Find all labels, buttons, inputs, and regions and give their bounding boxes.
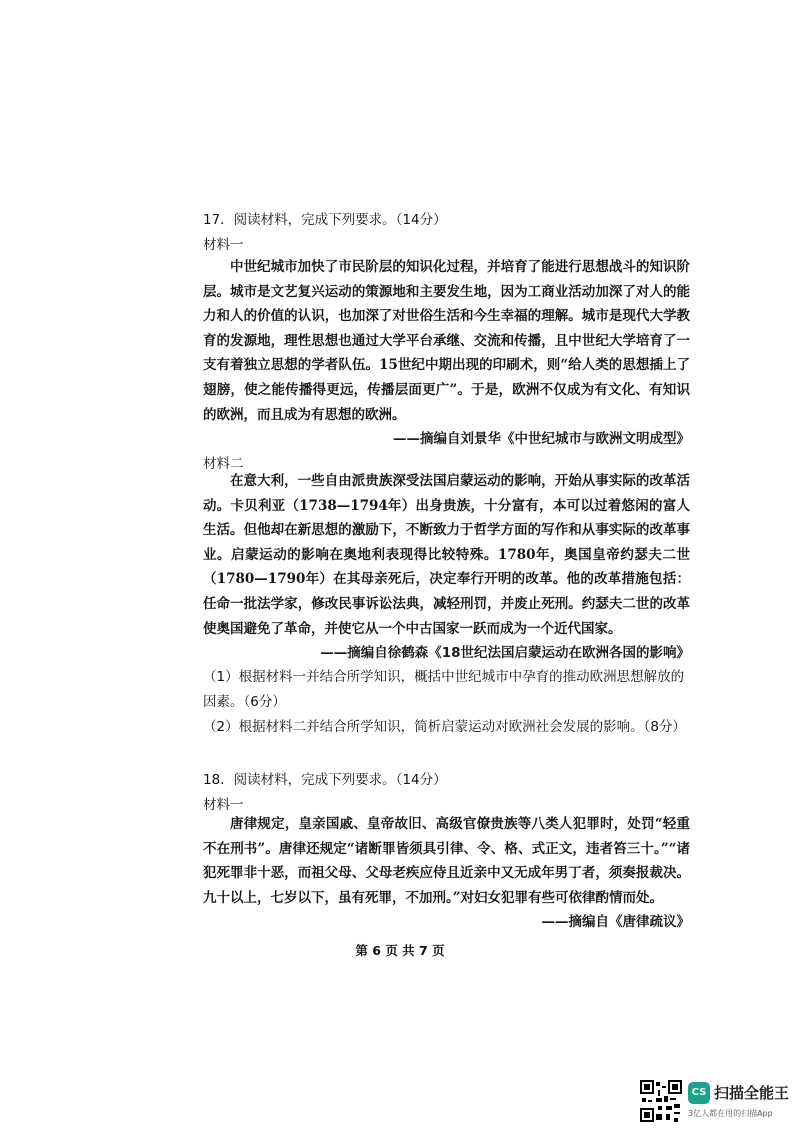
- q18-material1-text: 唐律规定，皇亲国戚、皇帝故旧、高级官僚贵族等八类人犯罪时，处罚“轻重不在刑书”。唐律还规定“诸断罪皆须具引律、令、格、式正文，违者笞三十。”“诸犯死罪非十恶，而祖父母、父母老疾应侍且近亲中又无成年男丁者，须奏报裁决。九十以上，七岁以下，虽有死罪，不加刑。”对妇女犯罪有些可依律酌情而处。: [203, 816, 690, 906]
- camscanner-logo: CS: [688, 1082, 710, 1104]
- q17-requirement-2: （2）根据材料二并结合所学知识，简析启蒙运动对欧洲社会发展的影响。（8分）: [203, 719, 686, 735]
- q18-material1-source: ——摘编自《唐律疏议》: [541, 914, 690, 930]
- q17-material1-source: ——摘编自刘景华《中世纪城市与欧洲文明成型》: [393, 431, 690, 447]
- q18-material1-label: 材料一: [203, 797, 244, 813]
- qr-code-icon: [640, 1080, 682, 1122]
- q17-material1-label: 材料一: [203, 237, 244, 253]
- q17-material1-text: 中世纪城市加快了市民阶层的知识化过程，并培育了能进行思想战斗的知识阶层。城市是文艺复兴运动的策源地和主要发生地，因为工商业活动加深了对人的能力和人的价值的认识，也加深了对世俗生活和今生幸福的理解。城市是现代大学教育的发源地，理性思想也通过大学平台承继、交流和传播，且中世纪大学培育了一支有着独立思想的学者队伍。15世纪中期出现的印刷术，则“给人类的思想插上了翅膀，使之能传播得更远，传播层面更广”。于是，欧洲不仅成为有文化、有知识的欧洲，而且成为有思想的欧洲。: [203, 259, 690, 423]
- q17-material2-label: 材料二: [203, 456, 244, 472]
- q17-requirement-1: （1）根据材料一并结合所学知识，概括中世纪城市中孕育的推动欧洲思想解放的因素。（6分）: [203, 669, 685, 710]
- scanner-watermark: [640, 1078, 790, 1122]
- q17-material2-source: ——摘编自徐鹤森《18世纪法国启蒙运动在欧洲各国的影响》: [320, 645, 690, 661]
- watermark-app-name: 扫描全能王: [714, 1084, 790, 1102]
- page-footer: 第 6 页 共 7 页: [355, 943, 445, 958]
- q17-material2-text: 在意大利，一些自由派贵族深受法国启蒙运动的影响，开始从事实际的改革活动。卡贝利亚（1738—1794年）出身贵族，十分富有，本可以过着悠闲的富人生活。但他却在新思想的激励下，不断致力于哲学方面的写作和从事实际的改革事业。启蒙运动的影响在奥地利表现得比较特殊。1780年，奥国皇帝约瑟夫二世（1780—1790年）在其母亲死后，决定奉行开明的改革。他的改革措施包括：任命一批法学家，修改民事诉讼法典，减轻刑罚，并废止死刑。约瑟夫二世的改革使奥国避免了革命，并使它从一个中古国家一跃而成为一个近代国家。: [203, 473, 690, 637]
- q17-title: 17．阅读材料，完成下列要求。（14分）: [203, 212, 447, 228]
- q18-title: 18．阅读材料，完成下列要求。（14分）: [203, 772, 447, 788]
- watermark-tagline: 3亿人都在用的扫描App: [688, 1109, 773, 1118]
